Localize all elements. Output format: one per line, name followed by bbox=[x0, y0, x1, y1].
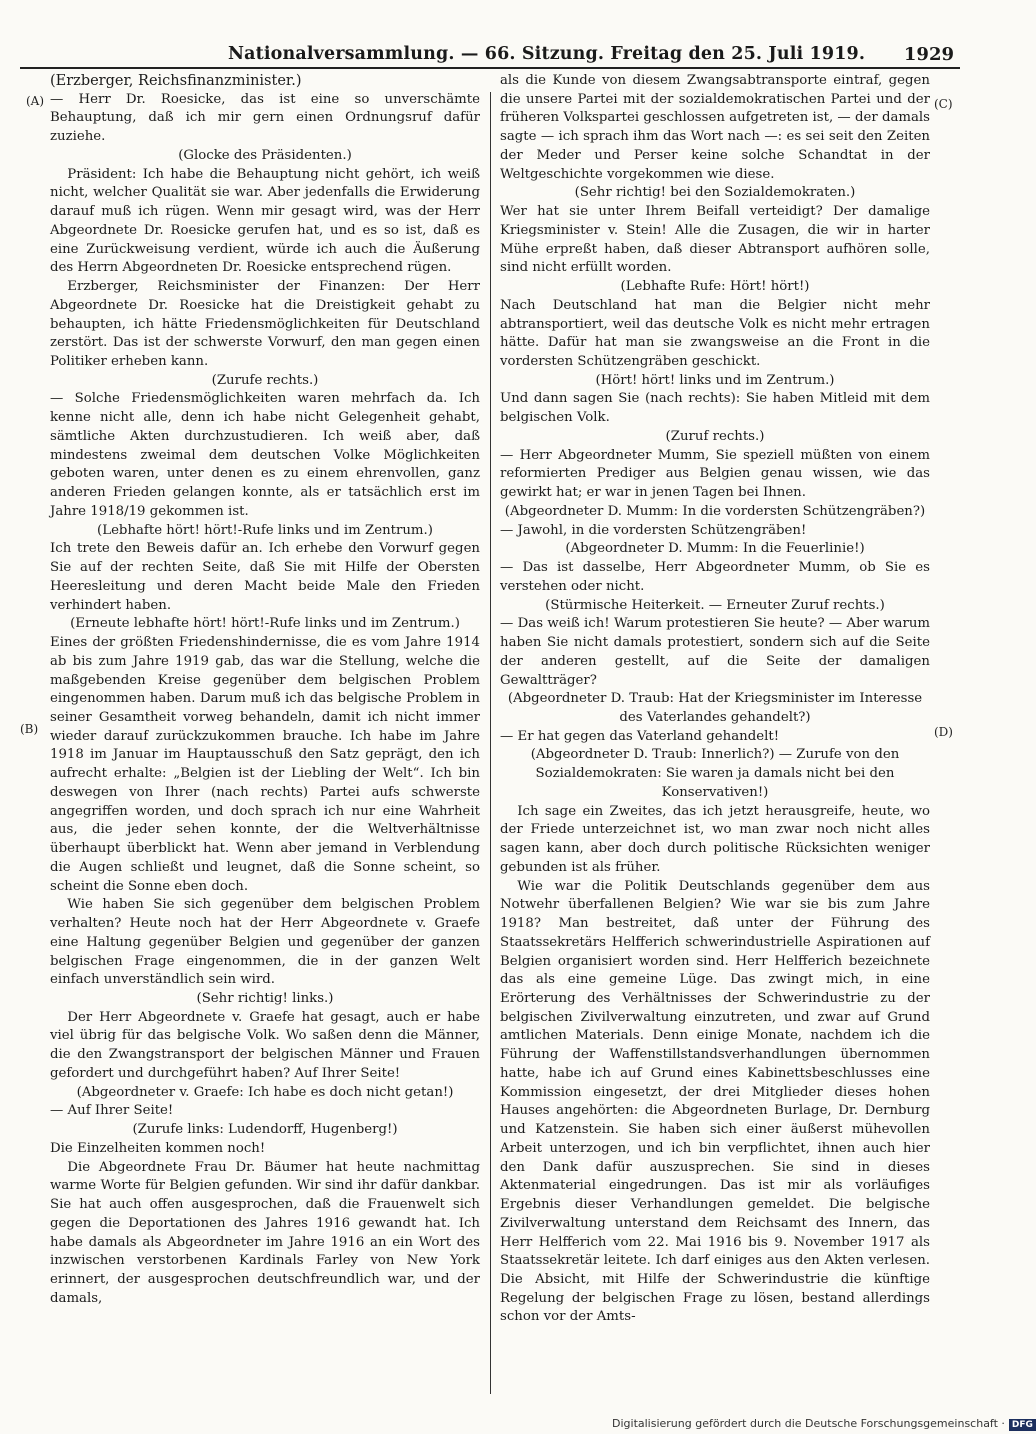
footer-credit bbox=[612, 1417, 1036, 1431]
paragraph: Ich sage ein Zweites, das ich jetzt herausgreife, heute, wo der Friede unterzeichnet ist, wo man zwar noch nicht alles sagen kann, aber doch durch politische Rücksichten weniger gebunden ist als früher. bbox=[500, 803, 930, 875]
paragraph: Ich trete den Beweis dafür an. Ich erhebe den Vorwurf gegen Sie auf der rechten Seite, daß Sie mit Hilfe der Obersten Heeresleitung und deren Macht beide Male den Frieden verhindert haben. bbox=[50, 541, 480, 613]
paragraph: (Abgeordneter D. Traub: Innerlich?) — Zurufe von den Sozialdemokraten: Sie waren ja damals nicht bei den Konservativen!) bbox=[530, 747, 900, 800]
paragraph: (Lebhafte Rufe: Hört! hört!) bbox=[620, 279, 810, 295]
header-rule bbox=[20, 67, 960, 69]
paragraph: Wie haben Sie sich gegenüber dem belgischen Problem verhalten? Heute noch hat der Herr Abgeordnete v. Graefe eine Haltung gegenüber Belgien und gegenüber der ganzen belgischen Frage eingenommen, die in der ganzen Welt einfach unverständlich sein wird. bbox=[50, 897, 480, 988]
paragraph: — Herr Dr. Roesicke, das ist eine so unverschämte Behauptung, daß ich mir gern einen Ordnungsruf dafür zuziehe. bbox=[50, 91, 480, 145]
dfg-logo: DFG bbox=[1009, 1419, 1036, 1431]
paragraph: (Sehr richtig! links.) bbox=[196, 990, 334, 1006]
footer-text: Digitalisierung gefördert durch die Deutsche Forschungsgemeinschaft · bbox=[612, 1417, 1005, 1430]
paragraph: Die Einzelheiten kommen noch! bbox=[50, 1140, 266, 1156]
paragraph: Die Abgeordnete Frau Dr. Bäumer hat heute nachmittag warme Worte für Belgien gefunden. Wir sind ihr dafür dankbar. Sie hat auch offen ausgesprochen, daß die Frauenwelt sich gegen die Deportationen des Jahres 1916 gewandt hat. Ich habe damals als Abgeordneter im Jahre 1916 an ein Wort des inzwischen verstorbenen Kardinals Farley von New York erinnert, der ausgesprochen deutschfreundlich war, und der damals, bbox=[50, 1159, 480, 1306]
paragraph: (Sehr richtig! bei den Sozialdemokraten.) bbox=[574, 185, 856, 201]
margin-label-c: (C) bbox=[934, 97, 953, 111]
paragraph: (Hört! hört! links und im Zentrum.) bbox=[595, 372, 835, 388]
paragraph: — Solche Friedensmöglichkeiten waren mehrfach da. Ich kenne nicht alle, denn ich habe nicht Gelegenheit gehabt, sämtliche Akten durchzustudieren. Ich weiß aber, daß mindestens zweimal dem deutschen Volke Möglichkeiten geboten waren, unter denen es zu einem ehrenvollen, ganz anderen Frieden gelangen konnte, als er tatsächlich erst im Jahre 1918/19 gekommen ist. bbox=[50, 391, 480, 519]
paragraph: (Zurufe rechts.) bbox=[211, 372, 319, 388]
paragraph: (Erzberger, Reichsfinanzminister.) bbox=[50, 73, 302, 89]
left-column bbox=[50, 72, 480, 1308]
page-number: 1929 bbox=[903, 44, 954, 65]
paragraph: (Zurufe links: Ludendorff, Hugenberg!) bbox=[132, 1122, 398, 1138]
paragraph: Präsident: Ich habe die Behauptung nicht gehört, ich weiß nicht, welcher Qualität sie war. Aber jedenfalls die Erwiderung darauf muß ich rügen. Wenn mir gesagt wird, was der Herr Abgeordnete Dr. Roesicke gerufen hat, und es so ist, daß es eine Zurückweisung verdient, würde ich auch die Äußerung des Herrn Abgeordneten Dr. Roesicke entsprechend rügen. bbox=[50, 166, 480, 276]
paragraph: Der Herr Abgeordnete v. Graefe hat gesagt, auch er habe viel übrig für das belgische Volk. Wo saßen denn die Männer, die den Zwangstransport der belgischen Männer und Frauen gefordert und durchgeführt haben? Auf Ihrer Seite! bbox=[50, 1009, 480, 1081]
paragraph: Und dann sagen Sie (nach rechts): Sie haben Mitleid mit dem belgischen Volk. bbox=[500, 391, 930, 426]
paragraph: (Abgeordneter D. Mumm: In die vordersten Schützengräben?) bbox=[504, 503, 926, 519]
paragraph: (Abgeordneter D. Traub: Hat der Kriegsminister im Interesse des Vaterlandes gehandelt?) bbox=[507, 691, 923, 725]
running-title: Nationalversammlung. — 66. Sitzung. Freitag den 25. Juli 1919. bbox=[228, 44, 866, 64]
margin-label-a: (A) bbox=[26, 94, 45, 108]
right-column bbox=[500, 72, 930, 1327]
paragraph: (Lebhafte hört! hört!-Rufe links und im Zentrum.) bbox=[97, 522, 433, 538]
paragraph: Erzberger, Reichsminister der Finanzen: Der Herr Abgeordnete Dr. Roesicke hat die Dreistigkeit gehabt zu behaupten, ich hätte Friedensmöglichkeiten für Deutschland zerstört. Das ist der schwerste Vorwurf, den man gegen einen Politiker erheben kann. bbox=[50, 279, 480, 370]
paragraph: — Herr Abgeordneter Mumm, Sie speziell müßten von einem reformierten Prediger aus Belgien genau wissen, wie das gewirkt hat; er war in jenen Tagen bei Ihnen. bbox=[500, 447, 930, 501]
margin-label-d: (D) bbox=[934, 725, 953, 739]
paragraph: — Das weiß ich! Warum protestieren Sie heute? — Aber warum haben Sie nicht damals protestiert, sondern sich auf die Seite der anderen gestellt, auf die Seite der damaligen Gewaltträger? bbox=[500, 616, 930, 688]
column-divider bbox=[490, 92, 491, 1394]
paragraph: (Abgeordneter D. Mumm: In die Feuerlinie!) bbox=[565, 541, 865, 557]
paragraph: — Er hat gegen das Vaterland gehandelt! bbox=[500, 728, 780, 744]
paragraph: (Erneute lebhafte hört! hört!-Rufe links und im Zentrum.) bbox=[70, 616, 460, 632]
paragraph: (Abgeordneter v. Graefe: Ich habe es doch nicht getan!) bbox=[76, 1084, 454, 1100]
paragraph: Wer hat sie unter Ihrem Beifall verteidigt? Der damalige Kriegsminister v. Stein! Alle die Zusagen, die wir in harter Mühe erpreßt haben, daß dieser Abtransport aufhören solle, sind nicht erfüllt worden. bbox=[500, 204, 930, 276]
paragraph: Eines der größten Friedenshindernisse, die es vom Jahre 1914 ab bis zum Jahre 1919 gab, das war die Stellung, welche die maßgebenden Kreise gegenüber dem belgischen Problem eingenommen haben. Darum muß ich das belgische Problem in seiner Gesamtheit vorweg behandeln, damit ich nicht immer wieder darauf zurückzukommen brauche. Ich habe im Jahre 1918 im Januar im Hauptausschuß den Satz geprägt, den ich aufrecht erhalte: „Belgien ist der Liebling der Welt“. Ich bin deswegen von Ihrer (nach rechts) Partei aufs schwerste angegriffen worden, und doch sprach ich nur eine Wahrheit aus, die jeder sehen konnte, der die Weltverhältnisse überhaupt überblickt hat. Wenn aber jemand in Verblendung die Augen schließt und leugnet, daß die Sonne scheint, so scheint die Sonne eben doch. bbox=[50, 635, 480, 894]
paragraph: — Auf Ihrer Seite! bbox=[50, 1103, 174, 1119]
paragraph: (Stürmische Heiterkeit. — Erneuter Zuruf rechts.) bbox=[545, 597, 885, 613]
paragraph: (Glocke des Präsidenten.) bbox=[178, 147, 352, 163]
paragraph: als die Kunde von diesem Zwangsabtransporte eintraf, gegen die unsere Partei mit der sozialdemokratischen Partei und der früheren Volkspartei geschlossen aufgetreten ist, — der damals sagte — ich sprach ihm das Wort nach —: es sei seit den Zeiten der Meder und Perser keine solche Schandtat in der Weltgeschichte vorgekommen wie diese. bbox=[500, 73, 930, 182]
paragraph: Wie war die Politik Deutschlands gegenüber dem aus Notwehr überfallenen Belgien? Wie war sie bis zum Jahre 1918? Man bestreitet, daß unter der Führung des Staatssekretärs Helfferich schwerindustrielle Aspirationen auf Belgien organisiert worden sind. Herr Helfferich bezeichnete das als eine gemeine Lüge. Das zwingt mich, in eine Erörterung des Verhältnisses der Schwerindustrie zu der belgischen Zivilverwaltung einzutreten, und zwar auf Grund amtlichen Materials. Denn einige Monate, nachdem ich die Führung der Waffenstillstandsverhandlungen übernommen hatte, habe ich auf Grund eines Kabinettsbeschlusses eine Kommission eingesetzt, der drei Mitglieder dieses hohen Hauses angehörten: die Abgeordneten Burlage, Dr. Dernburg und Katzenstein. Sie haben sich einer äußerst mühevollen Arbeit unterzogen, und ich bin verpflichtet, ihnen auch hier den Dank dafür auszusprechen. Sie sind in dieses Aktenmaterial eingedrungen. Das ist mir als vorläufiges Ergebnis dieser Verhandlungen gemeldet. Die belgische Zivilverwaltung unterstand dem Reichsamt des Innern, das Herr Helfferich vom 22. Mai 1916 bis 9. November 1917 als Staatssekretär leitete. Ich darf einiges aus den Akten verlesen. Die Absicht, mit Hilfe der Schwerindustrie die künftige Regelung der belgischen Frage zu lösen, bestand allerdings schon vor der Amts- bbox=[500, 878, 930, 1325]
paragraph: — Das ist dasselbe, Herr Abgeordneter Mumm, ob Sie es verstehen oder nicht. bbox=[500, 560, 930, 594]
margin-label-b: (B) bbox=[20, 722, 39, 736]
paragraph: (Zuruf rechts.) bbox=[665, 428, 765, 444]
paragraph: Nach Deutschland hat man die Belgier nicht mehr abtransportiert, weil das deutsche Volk es nicht mehr ertragen hätte. Dafür hat man sie zwangsweise an die Front in die vordersten Schützengräben geschickt. bbox=[500, 297, 930, 370]
paragraph: — Jawohl, in die vordersten Schützengräben! bbox=[500, 522, 807, 538]
